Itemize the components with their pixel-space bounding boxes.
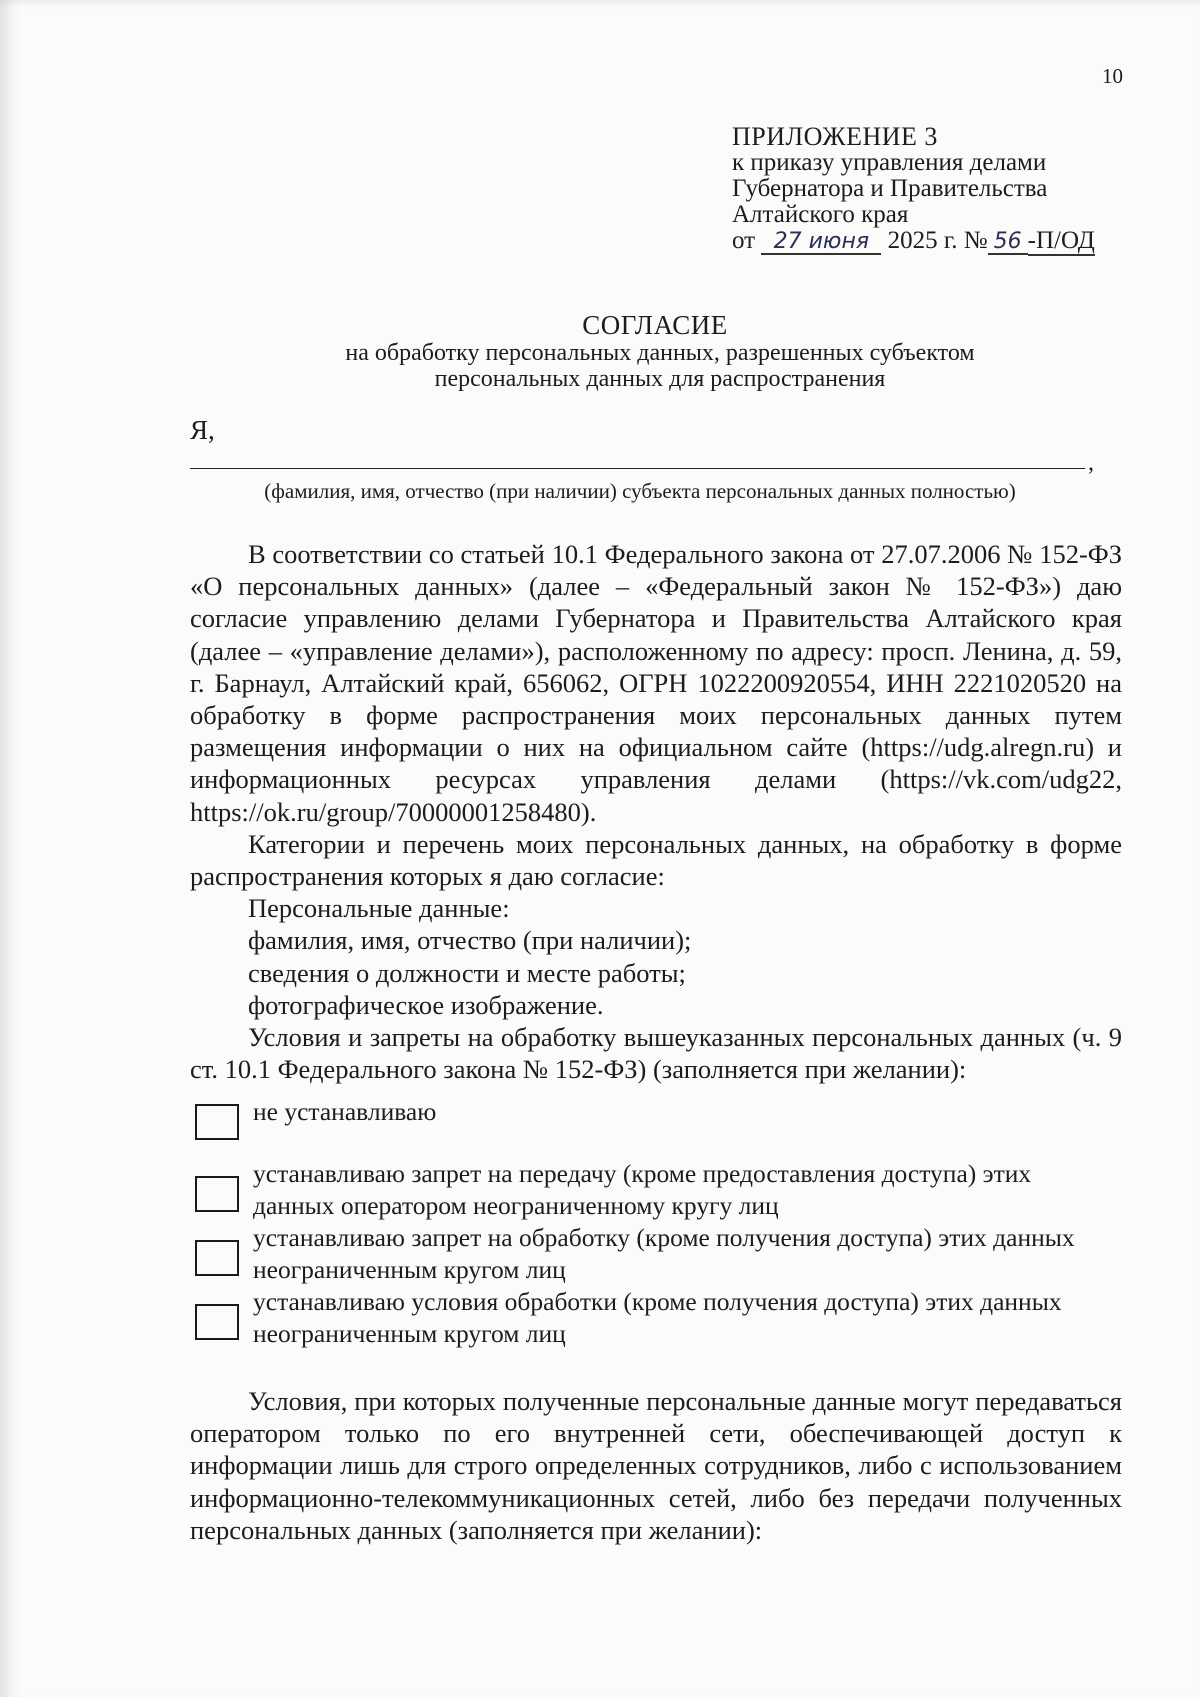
checkbox[interactable] xyxy=(195,1176,239,1212)
consent-body xyxy=(190,538,1122,1085)
document-title: СОГЛАСИЕ xyxy=(582,310,728,340)
appendix-line: к приказу управления делами xyxy=(732,149,1047,176)
categories-paragraph: Категории и перечень моих персональных данных, на обработку в форме распространения которых я даю согласие: xyxy=(190,828,1122,892)
conditions-intro: Условия и запреты на обработку вышеуказанных персональных данных (ч. 9 ст. 10.1 Федерального закона № 152-ФЗ) (заполняется при желании): xyxy=(190,1022,1122,1085)
subtitle-line: персональных данных для распространения xyxy=(434,366,886,392)
order-year: 2025 г. № xyxy=(887,227,988,254)
full-name-caption: (фамилия, имя, отчество (при наличии) субъекта персональных данных полностью) xyxy=(264,479,1016,503)
subject-label: Я, xyxy=(190,415,215,445)
checkbox[interactable] xyxy=(195,1104,239,1140)
list-item: фамилия, имя, отчество (при наличии); xyxy=(248,925,692,956)
document-subtitle xyxy=(180,340,1140,392)
appendix-title: ПРИЛОЖЕНИЕ 3 xyxy=(732,122,938,151)
order-number-suffix: -П/ОД xyxy=(1027,227,1095,254)
handwritten-date: 27 июня xyxy=(761,231,881,255)
appendix-line: Алтайского края xyxy=(732,201,909,228)
appendix-header xyxy=(732,124,1095,255)
consent-paragraph: В соответствии со статьей 10.1 Федерального закона от 27.07.2006 № 152-ФЗ «О персональных данных» (далее – «Федеральный закон № 152-ФЗ») даю согласие управлению делами Губернатора и Правительства Алтайского края (далее – «управление делами»), расположенному по адресу: просп. Ленина, д. 59, г. Барнаул, Алтайский край, 656062, ОГРН 1022200920554, ИНН 2221020520 на обработку в форме распространения моих персональных данных путем размещения информации о них на официальном сайте (https://udg.alregn.ru) и информационных ресурсах управления делами (https://vk.com/udg22, https://ok.ru/group/70000001258480). xyxy=(190,539,1122,827)
option-label: устанавливаю запрет на передачу (кроме предоставления доступа) этих данных оператором неограниченному кругу лиц xyxy=(253,1159,1032,1220)
handwritten-order-number: 56 xyxy=(988,231,1028,255)
checkbox[interactable] xyxy=(195,1240,239,1276)
checkbox[interactable] xyxy=(195,1304,239,1340)
subtitle-line: на обработку персональных данных, разрешенных субъектом xyxy=(345,340,975,366)
network-conditions-paragraph: Условия, при которых полученные персональные данные могут передаваться оператором только по его внутренней сети, обеспечивающей доступ к информации лишь для строго определенных сотрудников, либо с использованием информационно-телекоммуникационных сетей, либо без передачи полученных персональных данных (заполняется при желании): xyxy=(190,1386,1122,1545)
list-item: фотографическое изображение. xyxy=(248,989,604,1020)
option-label: устанавливаю запрет на обработку (кроме получения доступа) этих данных неограниченным кругом лиц xyxy=(253,1223,1075,1284)
name-comma: , xyxy=(1088,450,1094,476)
date-prefix: от xyxy=(732,227,756,254)
list-item: Персональные данные: xyxy=(248,893,510,924)
full-name-field[interactable] xyxy=(190,468,1085,469)
appendix-date-line xyxy=(732,228,1095,255)
option-label: не устанавливаю xyxy=(253,1097,437,1126)
list-item: сведения о должности и месте работы; xyxy=(248,957,686,988)
appendix-line: Губернатора и Правительства xyxy=(732,175,1048,202)
option-label: устанавливаю условия обработки (кроме получения доступа) этих данных неограниченным кругом лиц xyxy=(253,1287,1062,1348)
page-number: 10 xyxy=(1102,64,1123,88)
